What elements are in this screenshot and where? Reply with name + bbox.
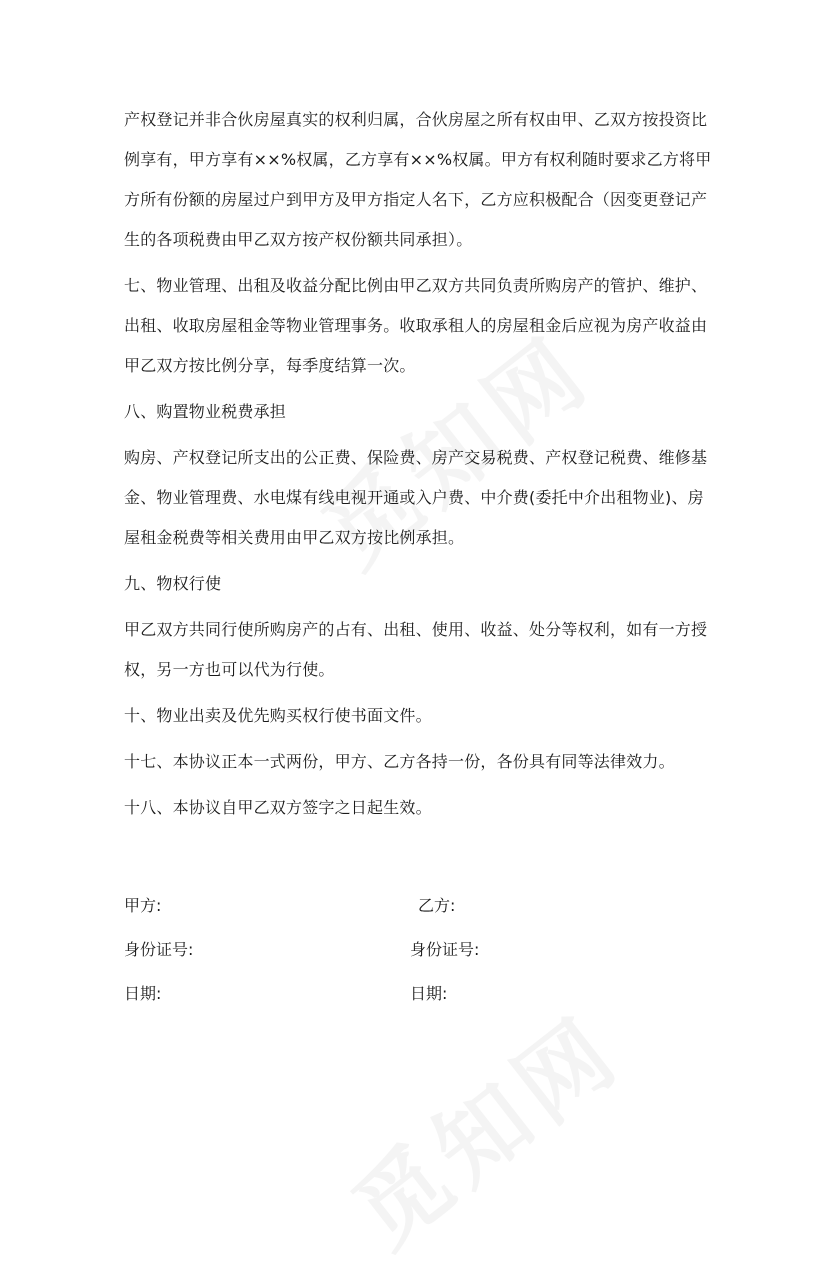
paragraph-section-17: 十七、本协议正本一式两份，甲方、乙方各持一份，各份具有同等法律效力。 bbox=[124, 752, 675, 771]
party-a-label: 甲方: bbox=[124, 896, 162, 915]
paragraph-ownership: 产权登记并非合伙房屋真实的权利归属，合伙房屋之所有权由甲、乙双方按投资比例享有，甲方享有××%权属，乙方享有××%权属。甲方有权利随时要求乙方将甲方所有份额的房屋过户到甲方及甲方指定人名下，乙方应积极配合（因变更登记产生的各项税费由甲乙双方按产权份额共同承担）。 bbox=[124, 110, 712, 249]
id-number-a-label: 身份证号: bbox=[124, 940, 194, 959]
paragraph-section-9: 甲乙双方共同行使所购房产的占有、出租、使用、收益、处分等权利，如有一方授权，另一方也可以代为行使。 bbox=[124, 620, 708, 679]
party-b-label: 乙方: bbox=[418, 896, 456, 915]
id-number-b-label: 身份证号: bbox=[410, 940, 480, 959]
heading-section-8: 八、购置物业税费承担 bbox=[124, 402, 287, 421]
paragraph-section-7: 七、物业管理、出租及收益分配比例由甲乙双方共同负责所购房产的管护、维护、出租、收取房屋租金等物业管理事务。收取承租人的房屋租金后应视为房产收益由甲乙双方按比例分享，每季度结算一次。 bbox=[124, 276, 708, 375]
date-b-label: 日期: bbox=[410, 984, 448, 1003]
watermark bbox=[322, 980, 644, 1272]
paragraph-section-18: 十八、本协议自甲乙双方签字之日起生效。 bbox=[124, 798, 432, 817]
heading-section-9: 九、物权行使 bbox=[124, 574, 222, 593]
paragraph-section-8: 购房、产权登记所支出的公正费、保险费、房产交易税费、产权登记税费、维修基金、物业管理费、水电煤有线电视开通或入户费、中介费(委托中介出租物业)、房屋租金税费等相关费用由甲乙双方按比例承担。 bbox=[124, 448, 708, 547]
date-a-label: 日期: bbox=[124, 984, 162, 1003]
paragraph-section-10: 十、物业出卖及优先购买权行使书面文件。 bbox=[124, 706, 432, 725]
document-body bbox=[124, 100, 716, 834]
